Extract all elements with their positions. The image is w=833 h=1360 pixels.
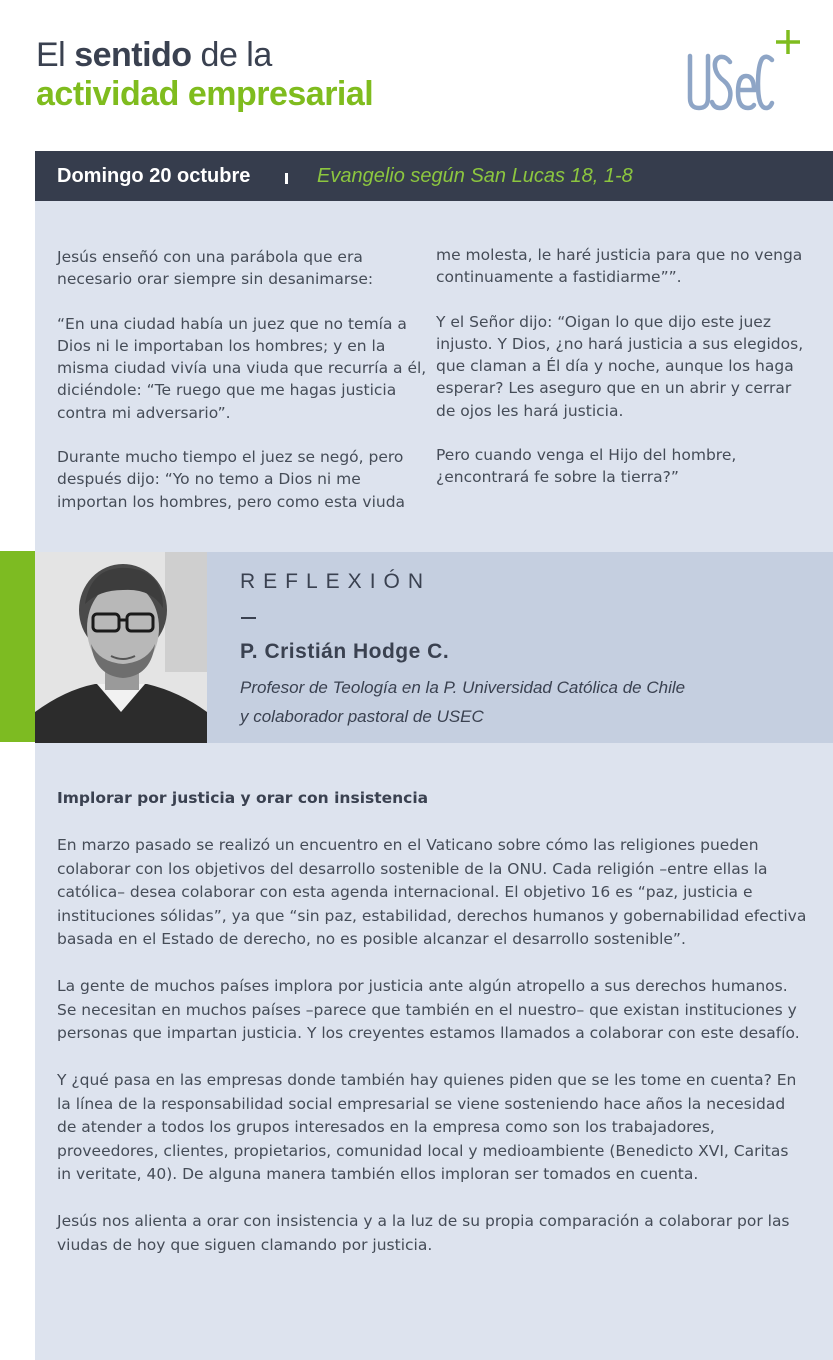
usec-logo[interactable] [686, 28, 806, 118]
gospel-paragraph: Jesús enseñó con una parábola que era necesario orar siempre sin desanimarse: [57, 248, 374, 289]
usec-logo-graphic [686, 28, 806, 118]
gospel-reference: Evangelio según San Lucas 18, 1-8 [317, 165, 633, 187]
article-paragraph: Jesús nos alienta a orar con insistencia y a la luz de su propia comparación a colaborar por las viudas de hoy que siguen clamando por justicia. [57, 1212, 790, 1254]
author-name: P. Cristián Hodge C. [240, 640, 450, 663]
gospel-paragraph: Y el Señor dijo: “Oigan lo que dijo este juez injusto. Y Dios, ¿no hará justicia a sus elegidos, que claman a Él día y noche, aunque los haga esperar? Les aseguro que en un abrir y cerrar de ojos les hará justicia. [436, 312, 804, 420]
title-bold-word: sentido [74, 36, 192, 74]
page-title [36, 36, 373, 114]
title-text-end: de la [191, 36, 272, 74]
article-heading: Implorar por justicia y orar con insistencia [57, 789, 429, 807]
date-bar [35, 151, 833, 201]
divider-dash [241, 617, 256, 619]
title-text: El [36, 36, 75, 74]
gospel-column-left [57, 246, 427, 535]
article-paragraph: En marzo pasado se realizó un encuentro en el Vaticano sobre cómo las religiones pueden colaborar con los objetivos del desarrollo sostenible de la ONU. Cada religión –entre ellas la católica– desea colaborar con esta agenda internacional. El objetivo 16 es “paz, justicia e instituciones sólidas”, ya que “sin paz, estabilidad, derechos humanos y gobernabilidad efectiva basada en el Estado de derecho, no es posible alcanzar el desarrollo sostenible”. [57, 836, 807, 948]
sunday-date: Domingo 20 octubre [57, 165, 251, 187]
author-role-line-2: y colaborador pastoral de USEC [240, 707, 484, 726]
article-body [57, 834, 807, 1281]
author-role-line-1: Profesor de Teología en la P. Universidad Católica de Chile [240, 678, 686, 697]
author-photo [35, 552, 207, 743]
author-portrait [35, 552, 207, 743]
author-role [240, 673, 685, 731]
gospel-paragraph: me molesta, le haré justicia para que no venga continuamente a fastidiarme””. [436, 246, 803, 287]
separator [285, 173, 288, 184]
accent-strip [0, 551, 35, 742]
reflection-label: REFLEXIÓN [240, 570, 432, 593]
title-line-2: actividad empresarial [36, 75, 374, 113]
gospel-paragraph: “En una ciudad había un juez que no temía a Dios ni le importaban los hombres; y en la misma ciudad vivía una viuda que recurría a él, diciéndole: “Te ruego que me hagas justicia contra mi adversario”. [57, 314, 427, 422]
article-paragraph: La gente de muchos países implora por justicia ante algún atropello a sus derechos humanos. Se necesitan en muchos países –parece que también en el nuestro– que existan instituciones y personas que impartan justicia. Y los creyentes estamos llamados a colaborar con este desafío. [57, 977, 800, 1042]
gospel-paragraph: Pero cuando venga el Hijo del hombre, ¿encontrará fe sobre la tierra?” [436, 446, 737, 487]
title-line-1 [36, 36, 373, 74]
gospel-paragraph: Durante mucho tiempo el juez se negó, pero después dijo: “Yo no temo a Dios ni me importan los hombres, pero como esta viuda [57, 448, 406, 511]
article-paragraph: Y ¿qué pasa en las empresas donde también hay quienes piden que se les tome en cuenta? En la línea de la responsabilidad social empresarial se viene sosteniendo hace años la necesidad de atender a todos los grupos interesados en la empresa como son los trabajadores, proveedores, clientes, propietarios, comunidad local y medioambiente (Benedicto XVI, Caritas in veritate, 40). De alguna manera también ellos imploran ser tomados en cuenta. [57, 1071, 797, 1183]
gospel-column-right [436, 244, 811, 511]
